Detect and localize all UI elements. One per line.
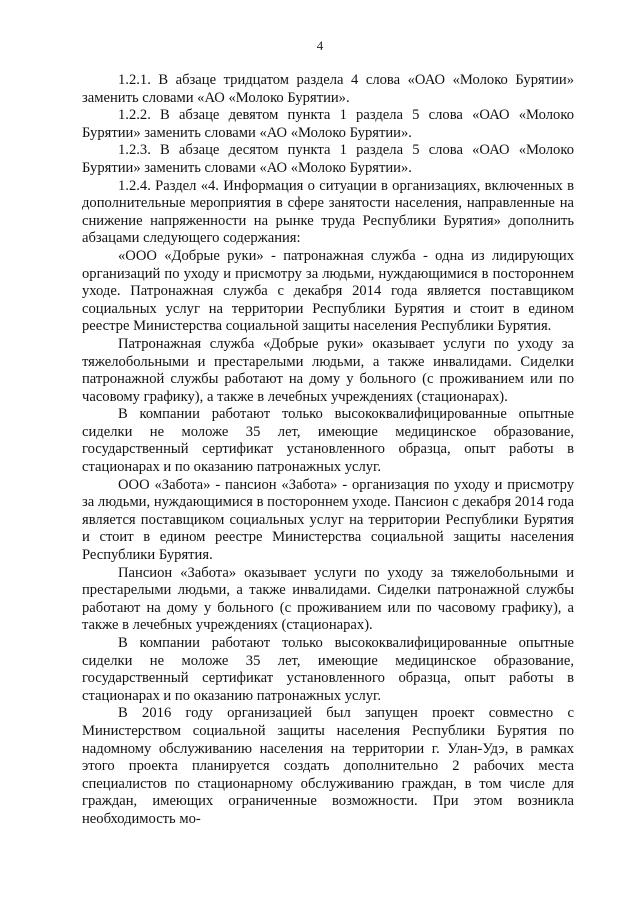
paragraph-dobrye-ruki-staff: В компании работают только высококвалифицированные опытные сиделки не моложе 35 лет, имеющие медицинское образование, государственный сертификат установленного образца, опыт работы в стационарах и по оказанию патронажных услуг. [82, 406, 574, 476]
paragraph-1-2-4: 1.2.4. Раздел «4. Информация о ситуации в организациях, включенных в дополнительные мероприятия в сфере занятости населения, направленные на снижение напряженности на рынке труда Республики Бурятия» дополнить абзацами следующего содержания: [82, 177, 574, 247]
page-number: 4 [316, 38, 324, 53]
paragraph-dobrye-ruki-intro: «ООО «Добрые руки» - патронажная служба - одна из лидирующих организаций по уходу и присмотру за людьми, нуждающимися в постороннем уходе. Патронажная служба с декабря 2014 года является поставщиком социальных услуг на территории Республики Бурятия и стоит в едином реестре Министерства социальной защиты населения Республики Бурятия. [82, 247, 574, 335]
paragraph-1-2-1: 1.2.1. В абзаце тридцатом раздела 4 слова «ОАО «Молоко Бурятии» заменить словами «АО «Молоко Бурятии». [82, 72, 574, 106]
paragraph-1-2-3: 1.2.3. В абзаце десятом пункта 1 раздела 5 слова «ОАО «Молоко Бурятии» заменить словами «АО «Молоко Бурятии». [82, 142, 574, 176]
paragraph-1-2-2: 1.2.2. В абзаце девятом пункта 1 раздела 5 слова «ОАО «Молоко Бурятии» заменить словами «АО «Молоко Бурятии». [82, 107, 574, 141]
paragraph-zabota-staff: В компании работают только высококвалифицированные опытные сиделки не моложе 35 лет, имеющие медицинское образование, государственный сертификат установленного образца, опыт работы в стационарах и по оказанию патронажных услуг. [82, 635, 574, 704]
paragraph-project-2016: В 2016 году организацией был запущен проект совместно с Министерством социальной защиты населения Республики Бурятия по надомному обслуживанию населения на территории г. Улан-Удэ, в рамках этого проекта планируется создать дополнительно 2 рабочих места специалистов по стационарному обслуживанию граждан, в том числе для граждан, имеющих ограниченные возможности. При этом возникла необходимость мо- [82, 705, 574, 827]
paragraph-dobrye-ruki-services: Патронажная служба «Добрые руки» оказывает услуги по уходу за тяжелобольными и престарелыми людьми, а также инвалидами. Сиделки патронажной службы работают на дому у больного (с проживанием или по часовому графику), а также в лечебных учреждениях (стационарах). [82, 335, 574, 405]
document-body [82, 72, 574, 829]
paragraph-zabota-intro: ООО «Забота» - пансион «Забота» - организация по уходу и присмотру за людьми, нуждающимися в постороннем уходе. Пансион с декабря 2014 года является поставщиком социальных услуг на территории Республики Бурятия и стоит в едином реестре Министерства социальной защиты населения Республики Бурятия. [82, 476, 574, 564]
paragraph-zabota-services: Пансион «Забота» оказывает услуги по уходу за тяжелобольными и престарелыми людьми, а также инвалидами. Сиделки патронажной службы работают на дому у больного (с проживанием или по часовому графику), а также в лечебных учреждениях (стационарах). [82, 564, 574, 634]
